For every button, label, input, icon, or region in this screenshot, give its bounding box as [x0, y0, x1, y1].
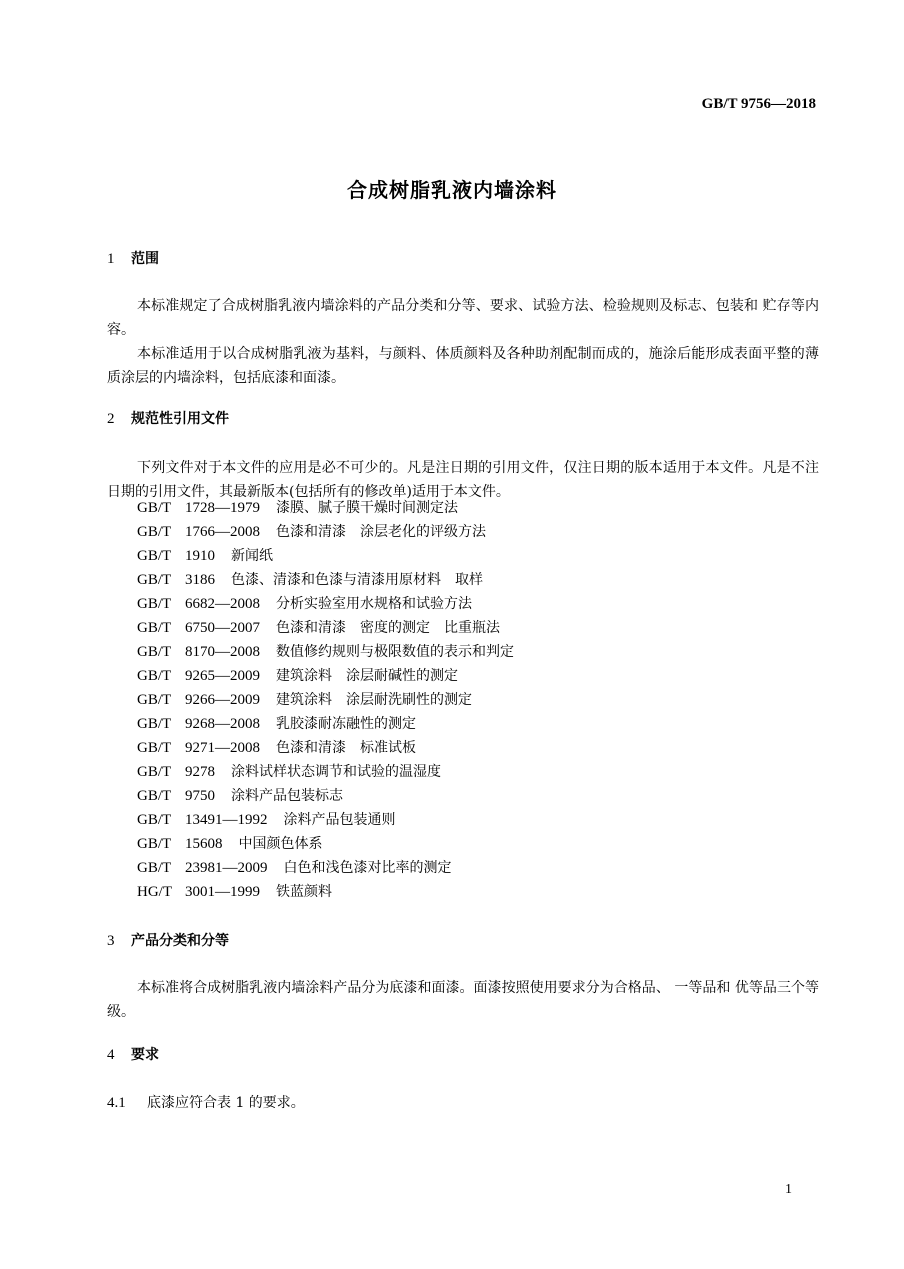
clause-4-1: [107, 1092, 305, 1112]
section-heading-scope: [107, 248, 159, 268]
reference-number: 9265—2009: [185, 668, 260, 684]
reference-code: GB/T: [137, 668, 172, 684]
reference-code: GB/T: [137, 812, 172, 828]
clause-text: 底漆应符合表 1 的要求。: [147, 1095, 305, 1111]
reference-title: 涂料产品包装标志: [231, 788, 343, 804]
section-title: 产品分类和分等: [131, 933, 229, 949]
reference-item: [137, 808, 514, 832]
reference-number: 9750: [185, 788, 215, 804]
reference-code: GB/T: [137, 524, 172, 540]
reference-code: HG/T: [137, 884, 172, 900]
reference-code: GB/T: [137, 740, 172, 756]
reference-item: [137, 712, 514, 736]
reference-item: [137, 832, 514, 856]
reference-title: 色漆和清漆 涂层老化的评级方法: [276, 524, 486, 540]
reference-title: 数值修约规则与极限数值的表示和判定: [276, 644, 514, 660]
reference-item: [137, 592, 514, 616]
reference-item: [137, 496, 514, 520]
reference-title: 建筑涂料 涂层耐碱性的测定: [276, 668, 458, 684]
reference-number: 9271—2008: [185, 740, 260, 756]
reference-number: 1910: [185, 548, 215, 564]
reference-code: GB/T: [137, 788, 172, 804]
section-heading-classification: [107, 930, 229, 950]
section-number: 2: [107, 411, 115, 427]
reference-code: GB/T: [137, 500, 172, 516]
reference-item: [137, 640, 514, 664]
reference-code: GB/T: [137, 716, 172, 732]
reference-item: [137, 664, 514, 688]
reference-title: 铁蓝颜料: [276, 884, 332, 900]
reference-title: 建筑涂料 涂层耐洗刷性的测定: [276, 692, 472, 708]
reference-title: 色漆和清漆 密度的测定 比重瓶法: [276, 620, 500, 636]
reference-number: 6682—2008: [185, 596, 260, 612]
section-number: 4: [107, 1047, 115, 1063]
reference-item: [137, 688, 514, 712]
paragraph: 下列文件对于本文件的应用是必不可少的。凡是注日期的引用文件，仅注日期的版本适用于本文件。凡是不注日期的引用文件，其最新版本(包括所有的修改单)适用于本文件。: [107, 460, 819, 500]
reference-title: 分析实验室用水规格和试验方法: [276, 596, 472, 612]
reference-number: 3001—1999: [185, 884, 260, 900]
reference-title: 乳胶漆耐冻融性的测定: [276, 716, 416, 732]
reference-title: 涂料产品包装通则: [283, 812, 396, 828]
reference-number: 6750—2007: [185, 620, 260, 636]
reference-number: 1766—2008: [185, 524, 260, 540]
reference-code: GB/T: [137, 860, 172, 876]
reference-item: [137, 736, 514, 760]
reference-code: GB/T: [137, 596, 172, 612]
section-number: 3: [107, 933, 115, 949]
reference-title: 色漆、清漆和色漆与清漆用原材料 取样: [231, 572, 483, 588]
reference-list: [137, 496, 514, 904]
reference-code: GB/T: [137, 764, 172, 780]
reference-title: 新闻纸: [231, 548, 273, 564]
reference-number: 9278: [185, 764, 215, 780]
paragraph: 本标准将合成树脂乳液内墙涂料产品分为底漆和面漆。面漆按照使用要求分为合格品、 一等品和 优等品三个等级。: [107, 980, 819, 1020]
reference-item: [137, 616, 514, 640]
reference-code: GB/T: [137, 644, 172, 660]
reference-code: GB/T: [137, 620, 172, 636]
page-number: 1: [785, 1182, 792, 1197]
reference-number: 9268—2008: [185, 716, 260, 732]
reference-code: GB/T: [137, 572, 172, 588]
reference-number: 23981—2009: [185, 860, 268, 876]
section-number: 1: [107, 251, 115, 267]
reference-title: 中国颜色体系: [238, 836, 323, 852]
section-title: 规范性引用文件: [131, 411, 229, 427]
reference-code: GB/T: [137, 692, 172, 708]
reference-item: [137, 760, 514, 784]
reference-item: [137, 568, 514, 592]
reference-code: GB/T: [137, 548, 172, 564]
doc-code: GB/T 9756—2018: [701, 96, 816, 112]
reference-title: 漆膜、腻子膜干燥时间测定法: [276, 500, 458, 516]
section-title: 要求: [131, 1047, 159, 1063]
reference-code: GB/T: [137, 836, 172, 852]
page-title: 合成树脂乳液内墙涂料: [347, 178, 557, 202]
reference-title: 白色和浅色漆对比率的测定: [283, 860, 452, 876]
reference-number: 9266—2009: [185, 692, 260, 708]
reference-number: 15608: [185, 836, 223, 852]
reference-item: [137, 520, 514, 544]
paragraph: 本标准适用于以合成树脂乳液为基料，与颜料、体质颜料及各种助剂配制而成的，施涂后能形成表面平整的薄质涂层的内墙涂料，包括底漆和面漆。: [107, 346, 819, 386]
clause-number: 4.1: [107, 1095, 126, 1111]
reference-item: [137, 784, 514, 808]
reference-item: [137, 544, 514, 568]
reference-number: 3186: [185, 572, 215, 588]
reference-number: 13491—1992: [185, 812, 268, 828]
section-title: 范围: [131, 251, 159, 267]
reference-title: 涂料试样状态调节和试验的温湿度: [231, 764, 441, 780]
section-heading-requirements: [107, 1044, 159, 1064]
reference-number: 1728—1979: [185, 500, 260, 516]
reference-item: [137, 856, 514, 880]
section-heading-normative-references: [107, 408, 229, 428]
reference-item: [137, 880, 514, 904]
reference-number: 8170—2008: [185, 644, 260, 660]
reference-title: 色漆和清漆 标准试板: [276, 740, 416, 756]
paragraph: 本标准规定了合成树脂乳液内墙涂料的产品分类和分等、要求、试验方法、检验规则及标志、包装和 贮存等内容。: [107, 298, 819, 338]
